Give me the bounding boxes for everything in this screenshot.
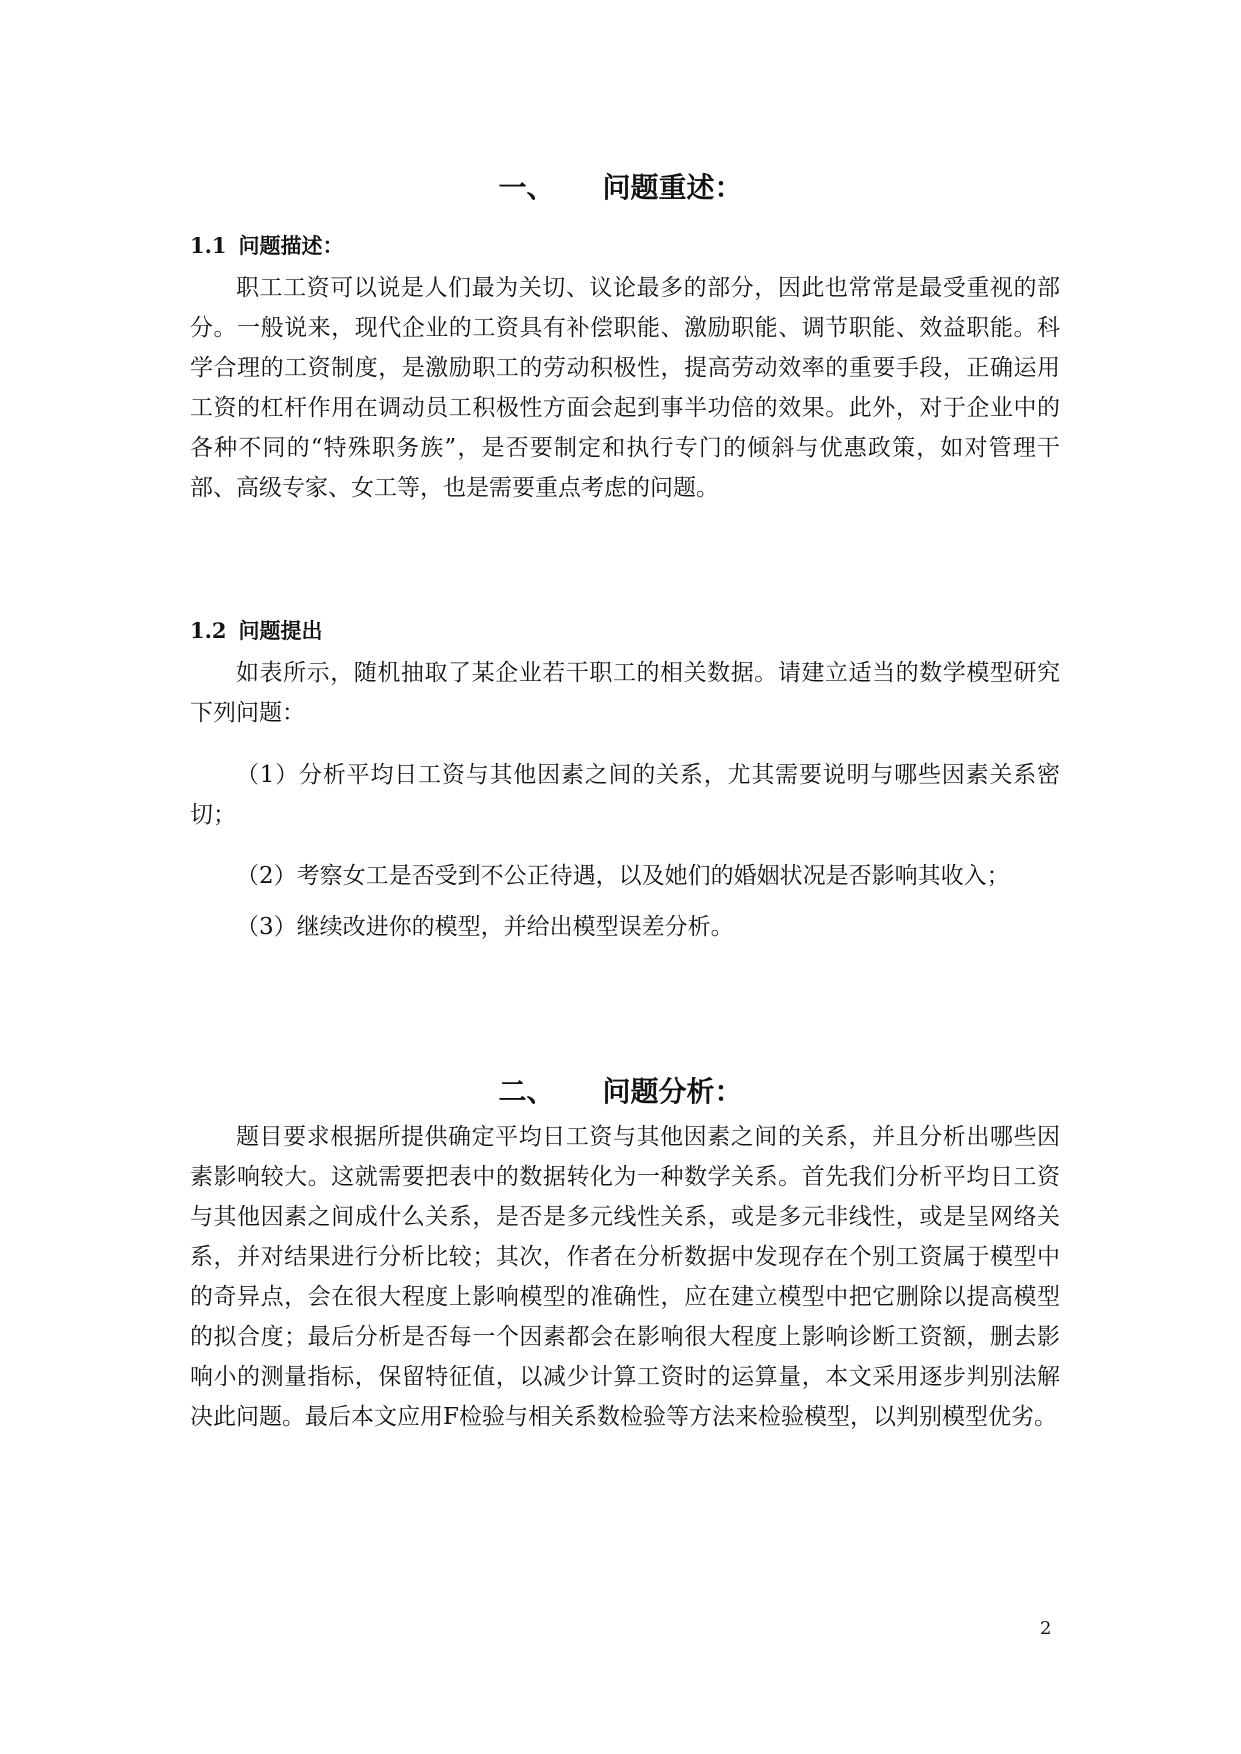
section-heading-2: [0, 1070, 1241, 1110]
page-number: 2: [1040, 1618, 1052, 1639]
paragraph-problem-statement: 如表所示，随机抽取了某企业若干职工的相关数据。请建立适当的数学模型研究下列问题：: [190, 660, 1060, 726]
question-item-1: （1）分析平均日工资与其他因素之间的关系，尤其需要说明与哪些因素关系密切；: [190, 762, 1060, 828]
section-number: 二、: [498, 1075, 555, 1108]
subsection-number: 1.1: [190, 233, 227, 258]
subsection-title-text: 问题描述：: [238, 233, 344, 258]
section-title-text: 问题重述：: [602, 171, 743, 204]
paragraph-problem-analysis: 题目要求根据所提供确定平均日工资与其他因素之间的关系，并且分析出哪些因素影响较大。这就需要把表中的数据转化为一种数学关系。首先我们分析平均日工资与其他因素之间成什么关系，是否是多元线性关系，或是多元非线性，或是呈网络关系，并对结果进行分析比较；其次，作者在分析数据中发现存在个别工资属于模型中的奇异点，会在很大程度上影响模型的准确性，应在建立模型中把它删除以提高模型的拟合度；最后分析是否每一个因素都会在影响很大程度上影响诊断工资额，删去影响小的测量指标，保留特征值，以减少计算工资时的运算量，本文采用逐步判别法解决此问题。最后本文应用F检验与相关系数检验等方法来检验模型，以判别模型优劣。: [190, 1124, 1060, 1430]
subsection-title-text: 问题提出: [238, 618, 323, 643]
section-title-text: 问题分析：: [602, 1075, 743, 1108]
subsection-number: 1.2: [190, 618, 227, 643]
subsection-heading-1-2: [190, 615, 323, 645]
question-item-2: （2）考察女工是否受到不公正待遇，以及她们的婚姻状况是否影响其收入；: [236, 863, 1010, 889]
section-number: 一、: [498, 171, 555, 204]
paragraph-problem-description: 职工工资可以说是人们最为关切、议论最多的部分，因此也常常是最受重视的部分。一般说来，现代企业的工资具有补偿职能、激励职能、调节职能、效益职能。科学合理的工资制度，是激励职工的劳动积极性，提高劳动效率的重要手段，正确运用工资的杠杆作用在调动员工积极性方面会起到事半功倍的效果。此外，对于企业中的各种不同的“特殊职务族”，是否要制定和执行专门的倾斜与优惠政策，如对管理干部、高级专家、女工等，也是需要重点考虑的问题。: [190, 275, 1060, 501]
question-item-3: （3）继续改进你的模型，并给出模型误差分析。: [236, 914, 734, 940]
subsection-heading-1-1: [190, 230, 344, 260]
section-heading-1: [0, 166, 1241, 206]
